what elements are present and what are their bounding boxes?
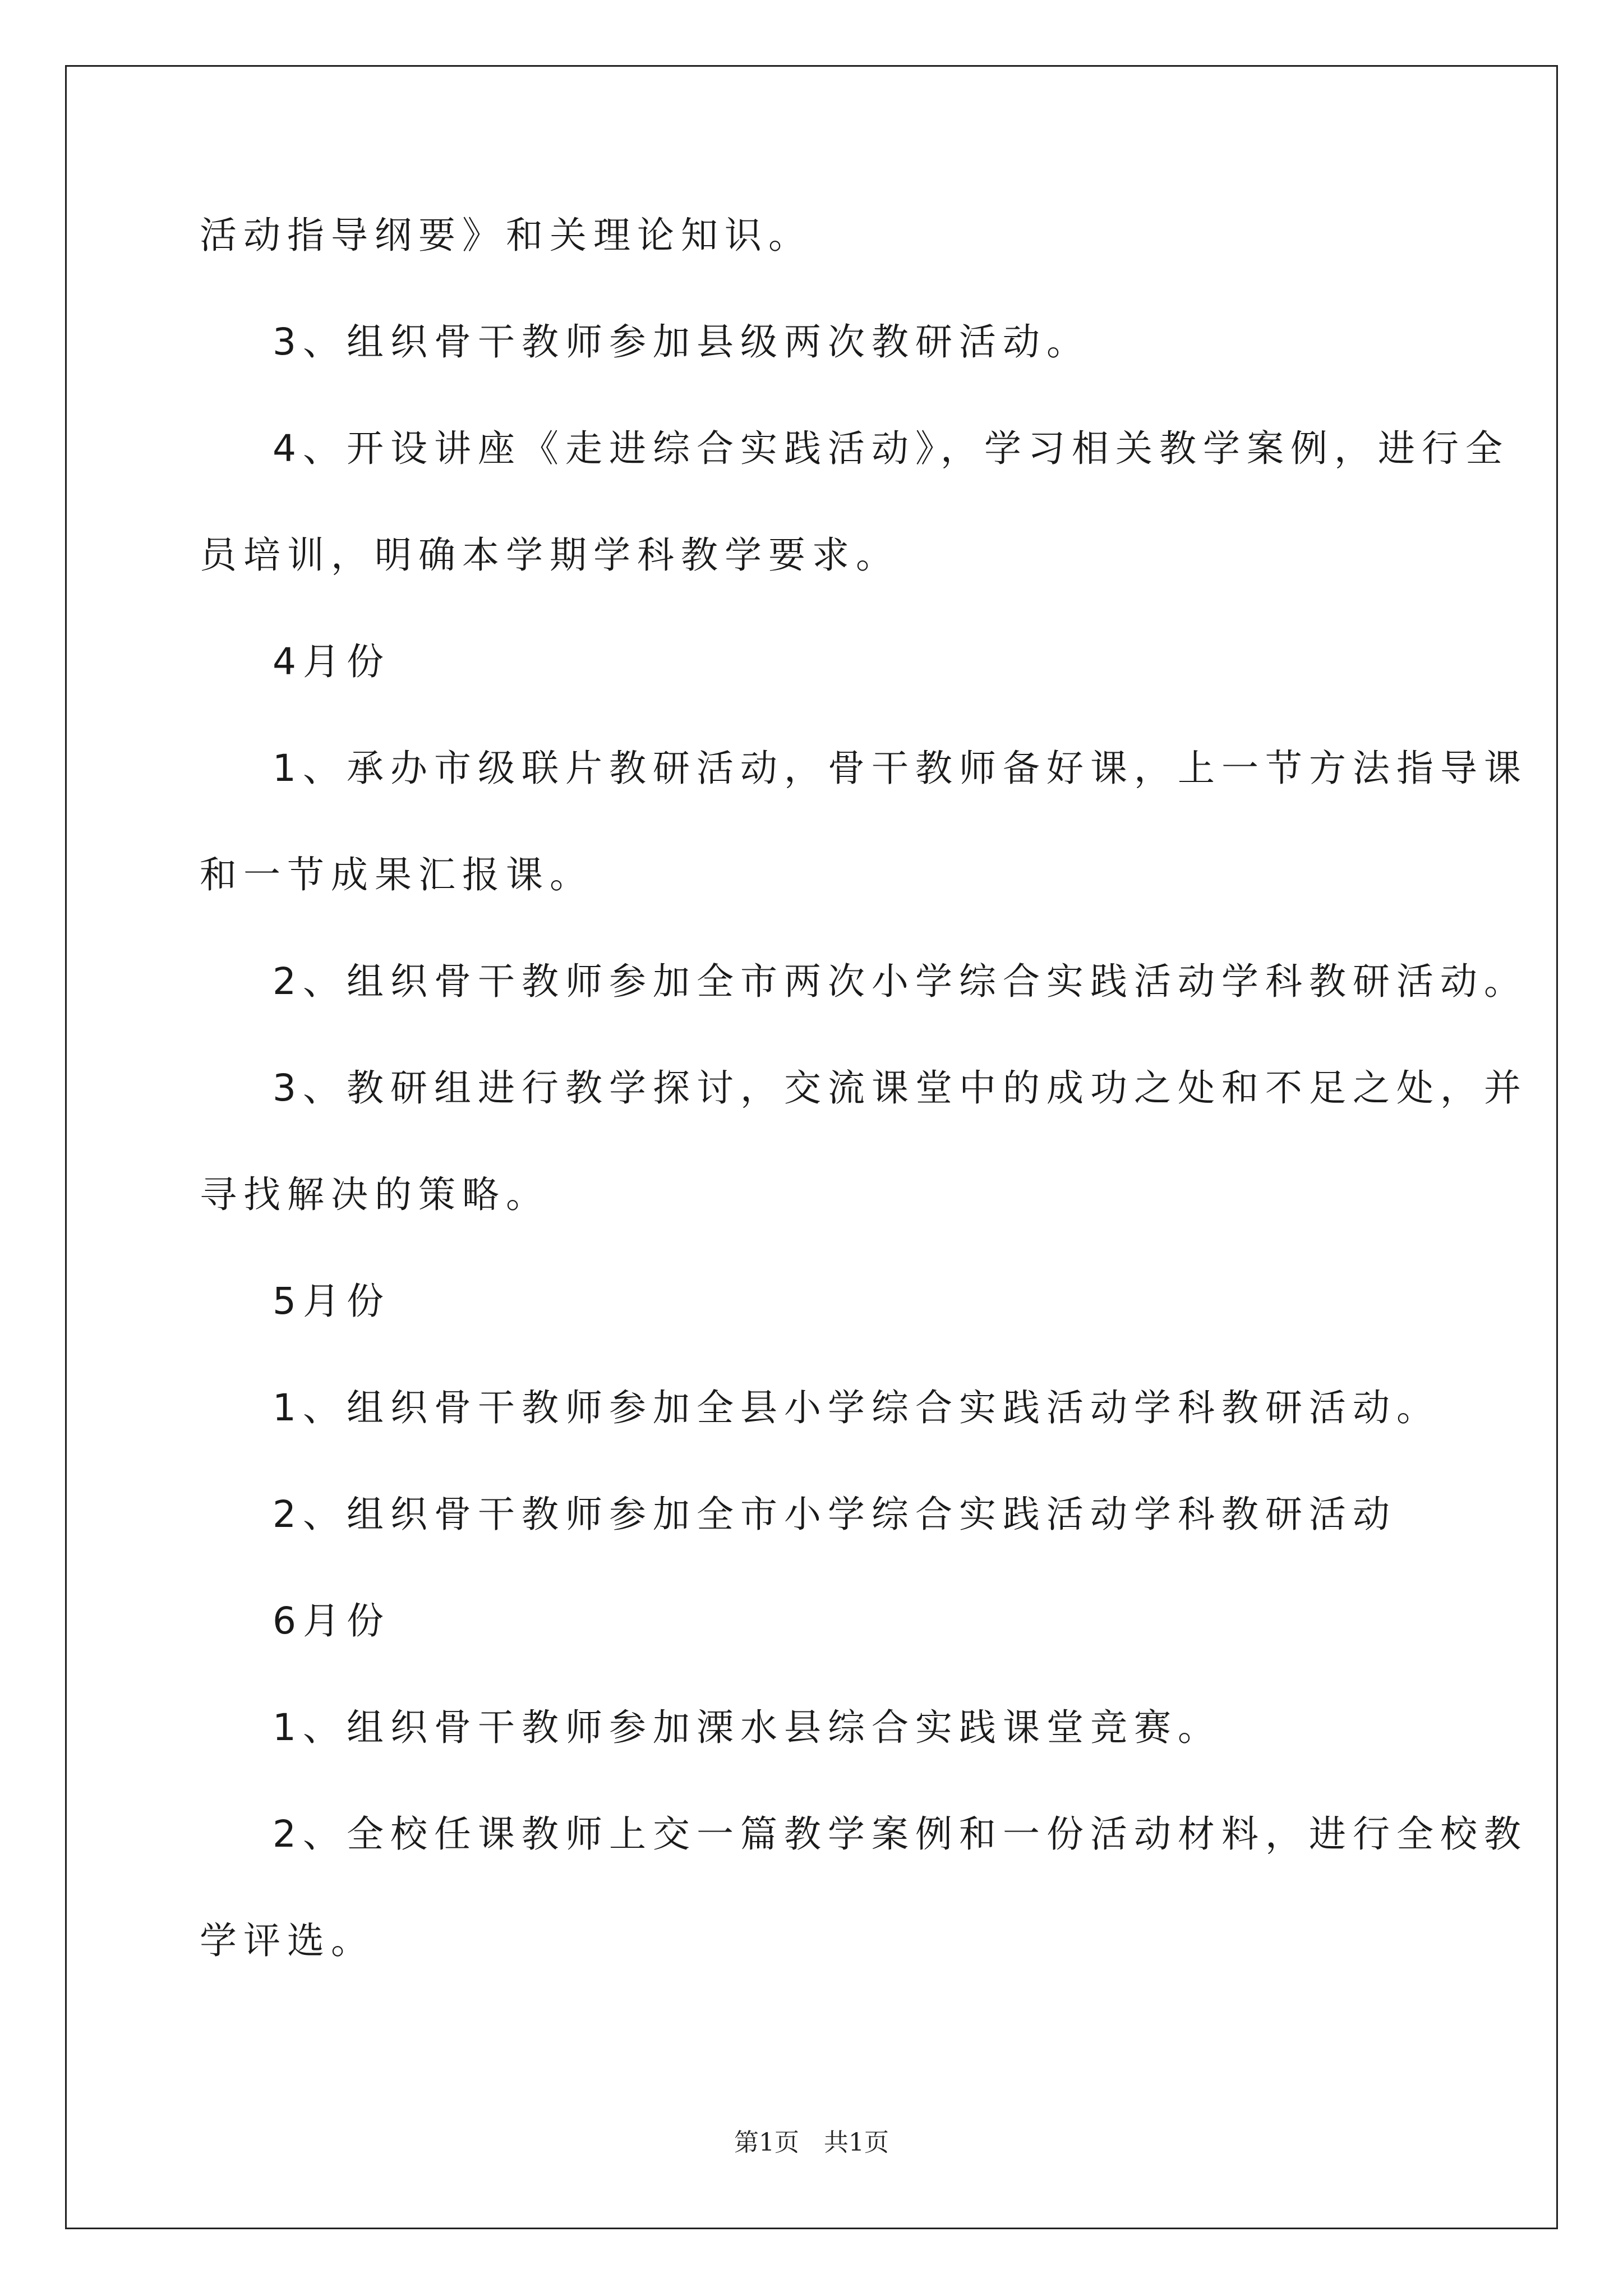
paragraph-line: 学评选。 bbox=[200, 1919, 375, 1962]
paragraph-line: 2、组织骨干教师参加全市小学综合实践活动学科教研活动 bbox=[273, 1493, 1396, 1536]
paragraph-line: 2、组织骨干教师参加全市两次小学综合实践活动学科教研活动。 bbox=[273, 960, 1528, 1003]
paragraph-line: 3、教研组进行教学探讨，交流课堂中的成功之处和不足之处，并 bbox=[273, 1066, 1528, 1110]
paragraph-line: 2、全校任课教师上交一篇教学案例和一份活动材料，进行全校教 bbox=[273, 1812, 1528, 1856]
paragraph-line: 1、组织骨干教师参加全县小学综合实践活动学科教研活动。 bbox=[273, 1386, 1440, 1429]
paragraph-line: 寻找解决的策略。 bbox=[200, 1173, 550, 1216]
paragraph-line: 和一节成果汇报课。 bbox=[200, 853, 593, 896]
section-heading: 6月份 bbox=[273, 1599, 390, 1642]
section-heading: 5月份 bbox=[273, 1280, 390, 1323]
paragraph-line: 1、承办市级联片教研活动，骨干教师备好课，上一节方法指导课 bbox=[273, 747, 1528, 790]
paragraph-line: 4、开设讲座《走进综合实践活动》，学习相关教学案例，进行全 bbox=[273, 427, 1509, 470]
section-heading: 4月份 bbox=[273, 640, 390, 683]
page-border bbox=[65, 65, 1558, 2229]
paragraph-line: 员培训，明确本学期学科教学要求。 bbox=[200, 533, 900, 577]
paragraph-line: 活动指导纲要》和关理论知识。 bbox=[200, 214, 812, 257]
paragraph-line: 3、组织骨干教师参加县级两次教研活动。 bbox=[273, 320, 1090, 364]
paragraph-line: 1、组织骨干教师参加溧水县综合实践课堂竞赛。 bbox=[273, 1706, 1221, 1749]
page-number-footer: 第1页 共1页 bbox=[734, 2128, 889, 2157]
